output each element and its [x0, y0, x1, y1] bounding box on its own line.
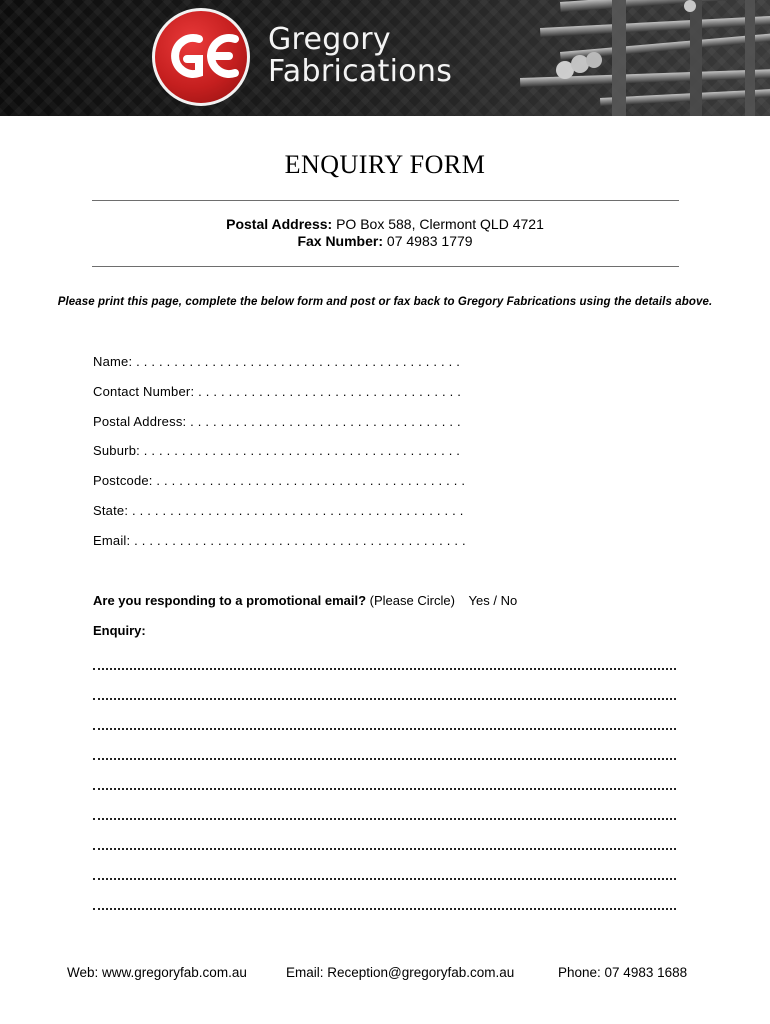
enquiry-label: Enquiry:	[93, 623, 146, 638]
contact-number-field[interactable]: Contact Number: . . . . . . . . . . . . . . . . . . . . . . . . . . . . . . . . . . .	[93, 383, 462, 399]
enquiry-line[interactable]	[93, 730, 676, 760]
footer-phone: Phone: 07 4983 1688	[558, 965, 688, 980]
divider-top	[92, 200, 679, 201]
postal-address-value: PO Box 588, Clermont QLD 4721	[336, 216, 544, 232]
header-banner	[0, 0, 770, 116]
brand-line-2: Fabrications	[268, 54, 453, 89]
suburb-field[interactable]: Suburb: . . . . . . . . . . . . . . . . . . . . . . . . . . . . . . . . . . . . . . . . . .	[93, 443, 461, 459]
enquiry-line[interactable]	[93, 820, 676, 850]
name-field[interactable]: Name: . . . . . . . . . . . . . . . . . . . . . . . . . . . . . . . . . . . . . . . . . . .	[93, 354, 461, 369]
footer-web: Web: www.gregoryfab.com.au	[67, 965, 247, 980]
enquiry-line[interactable]	[93, 850, 676, 880]
state-field[interactable]: State: . . . . . . . . . . . . . . . . . . . . . . . . . . . . . . . . . . . . . . . . . . . .	[93, 502, 464, 518]
fax-number-label: Fax Number:	[297, 233, 384, 249]
page-title: ENQUIRY FORM	[284, 150, 486, 179]
fax-number-line	[0, 233, 770, 249]
brand-name	[268, 24, 452, 88]
enquiry-line[interactable]	[93, 880, 676, 910]
enquiry-line[interactable]	[93, 700, 676, 730]
fax-number-value: 07 4983 1779	[386, 233, 473, 249]
promo-question-row	[93, 593, 517, 608]
postcode-field[interactable]: Postcode: . . . . . . . . . . . . . . . . . . . . . . . . . . . . . . . . . . . . . . . . .	[93, 473, 466, 489]
brand-line-1: Gregory	[268, 22, 391, 57]
promo-options[interactable]: Yes / No	[468, 593, 518, 608]
instruction-text: Please print this page, complete the below form and post or fax back to Gregory Fabrications using the details above.	[57, 296, 713, 308]
promo-hint: (Please Circle)	[369, 593, 455, 608]
enquiry-line[interactable]	[93, 670, 676, 700]
postal-address-field[interactable]: Postal Address: . . . . . . . . . . . . . . . . . . . . . . . . . . . . . . . . . . . .	[93, 413, 461, 429]
enquiry-line[interactable]	[93, 640, 676, 670]
enquiry-line[interactable]	[93, 790, 676, 820]
postal-address-label: Postal Address:	[226, 216, 333, 232]
enquiry-lines[interactable]	[93, 640, 676, 910]
enquiry-line[interactable]	[93, 760, 676, 790]
footer-email: Email: Reception@gregoryfab.com.au	[286, 965, 515, 980]
company-logo	[152, 8, 250, 106]
divider-bottom	[92, 266, 679, 267]
postal-address-line	[0, 216, 770, 232]
promo-question: Are you responding to a promotional email?	[93, 593, 367, 608]
email-field[interactable]: Email: . . . . . . . . . . . . . . . . . . . . . . . . . . . . . . . . . . . . . . . . . . . .	[93, 532, 466, 548]
form-fields	[93, 354, 466, 563]
